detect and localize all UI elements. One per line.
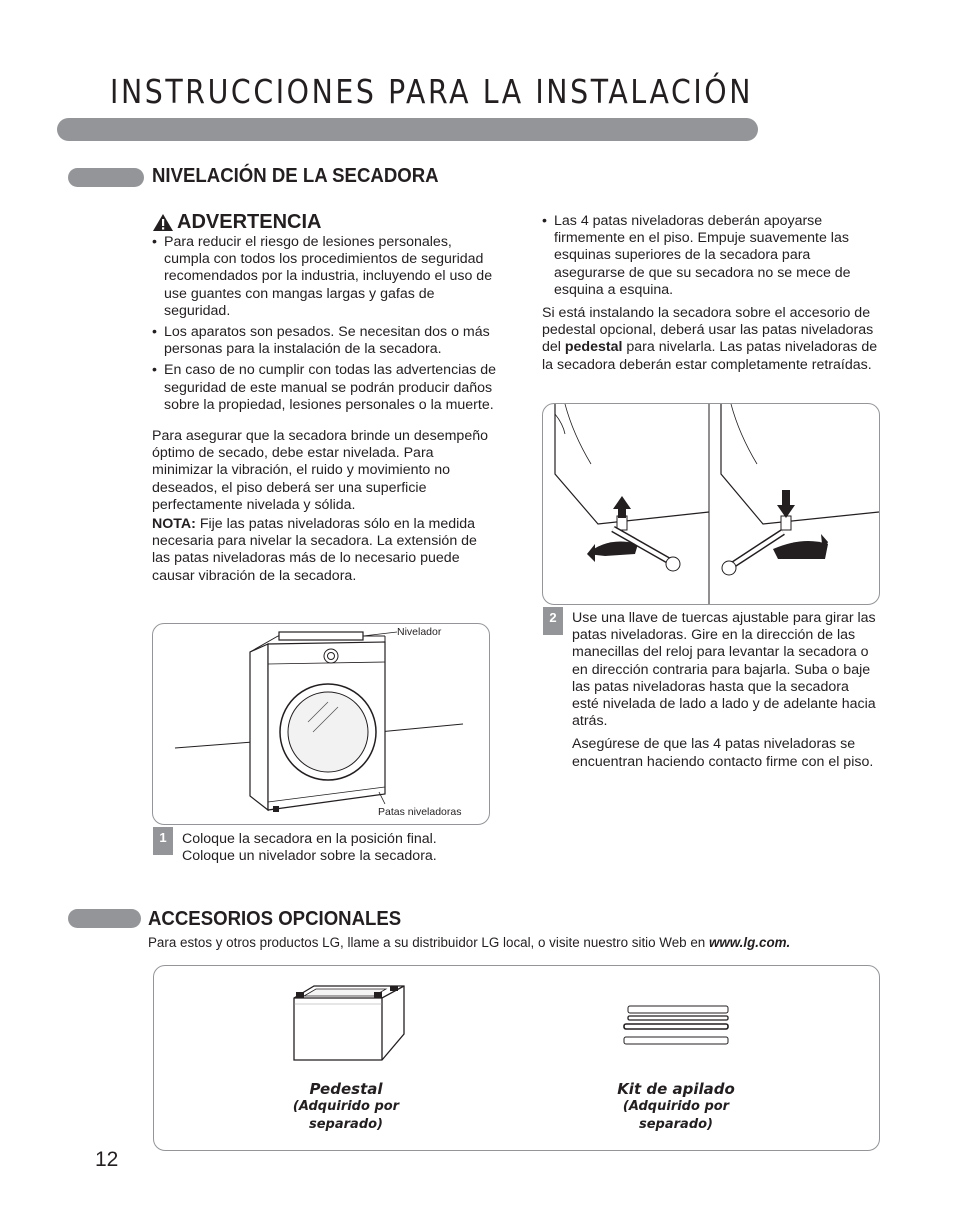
legs-label: Patas niveladoras bbox=[378, 806, 462, 818]
lg-website-link[interactable]: www.lg.com. bbox=[708, 935, 791, 950]
intro-paragraph: Para asegurar que la secadora brinde un desempeño óptimo de secado, debe estar nivelada. Para minimizar la vibración, el ruido y movimiento no deseados, el piso deberá ser una superficie perfectamente nivelada y sólida. bbox=[152, 428, 488, 513]
pedestal-text-post: para nivelarla. Las patas niveladoras de la secadora deberán estar completamente retraídas. bbox=[542, 339, 878, 373]
warning-item: • Para reducir el riesgo de lesiones personales, cumpla con todos los procedimientos de seguridad recomendados por la industria, incluyendo el uso de use guantes con mangas largas y gafas de seguridad. bbox=[152, 234, 497, 320]
section-pill bbox=[68, 909, 141, 928]
pedestal-label bbox=[276, 1080, 416, 1134]
figure-dryer-level bbox=[152, 623, 490, 825]
note-text: Fije las patas niveladoras sólo en la medida necesaria para nivelar la secadora. La extensión de las patas niveladoras más de lo necesario puede causar vibración de la secadora. bbox=[152, 516, 477, 584]
pedestal-name: Pedestal bbox=[309, 1080, 383, 1098]
warning-title-text: ADVERTENCIA bbox=[177, 210, 322, 233]
accessories-intro bbox=[148, 935, 790, 950]
stacking-kit-label bbox=[606, 1080, 746, 1134]
step-2-block bbox=[572, 610, 878, 773]
dryer-illustration bbox=[153, 624, 489, 824]
pedestal-paragraph bbox=[542, 305, 879, 374]
left-column bbox=[152, 210, 497, 587]
step-1-text: Coloque la secadora en la posición final. Coloque un nivelador sobre la secadora. bbox=[182, 831, 437, 865]
step-2-number: 2 bbox=[543, 607, 563, 635]
pedestal-bold: pedestal bbox=[564, 339, 623, 356]
right-list bbox=[542, 213, 879, 299]
page-title: INSTRUCCIONES PARA LA INSTALACIÓN bbox=[110, 72, 754, 111]
accessories-intro-text: Para estos y otros productos LG, llame a su distribuidor LG local, o visite nuestro sitio Web en bbox=[148, 935, 709, 950]
warning-item: • Los aparatos son pesados. Se necesitan dos o más personas para la instalación de la secadora. bbox=[152, 324, 497, 358]
warning-list bbox=[152, 234, 497, 414]
stacking-kit-name: Kit de apilado bbox=[617, 1080, 735, 1098]
pedestal-text-pre: Si está instalando la secadora sobre el accesorio de pedestal opcional, deberá usar las patas niveladoras del bbox=[542, 305, 874, 356]
right-bullet: • Las 4 patas niveladoras deberán apoyarse firmemente en el piso. Empuje suavemente las esquinas superiores de la secadora para asegurarse de que su secadora no se mece de esquina a esquina. bbox=[542, 213, 879, 299]
stacking-kit-illustration bbox=[622, 1004, 732, 1048]
leveling-heading: NIVELACIÓN DE LA SECADORA bbox=[152, 165, 439, 187]
warning-item: • En caso de no cumplir con todas las advertencias de seguridad de este manual se podrán producir daños sobre la propiedad, lesiones personales o la muerte. bbox=[152, 362, 497, 414]
page-number: 12 bbox=[95, 1148, 119, 1171]
pedestal-illustration bbox=[290, 984, 408, 1062]
accessories-box bbox=[153, 965, 880, 1151]
warning-title bbox=[152, 210, 497, 233]
warning-icon bbox=[152, 213, 174, 232]
level-label: Nivelador bbox=[397, 626, 442, 638]
wrench-illustration bbox=[543, 404, 879, 604]
right-column bbox=[542, 213, 879, 376]
title-bar bbox=[57, 118, 758, 141]
figure-wrench bbox=[542, 403, 880, 605]
stacking-kit-note: (Adquirido por separado) bbox=[622, 1099, 730, 1132]
pedestal-note: (Adquirido por separado) bbox=[292, 1099, 400, 1132]
step-2-text: Use una llave de tuercas ajustable para girar las patas niveladoras. Gire en la dirección de las manecillas del reloj para levantar la secadora o en dirección contraria para bajarla. Suba o baje las patas niveladoras hasta que la secadora esté nivelada de lado a lado y de adelante hacia atrás. bbox=[572, 610, 876, 730]
section-pill bbox=[68, 168, 144, 187]
step-2-text2: Asegúrese de que las 4 patas niveladoras se encuentran haciendo contacto firme con el piso. bbox=[572, 736, 874, 770]
note-label: NOTA: bbox=[152, 516, 196, 533]
step-1-number: 1 bbox=[153, 827, 173, 855]
accessories-heading: ACCESORIOS OPCIONALES bbox=[148, 908, 402, 930]
note-paragraph bbox=[152, 516, 497, 585]
